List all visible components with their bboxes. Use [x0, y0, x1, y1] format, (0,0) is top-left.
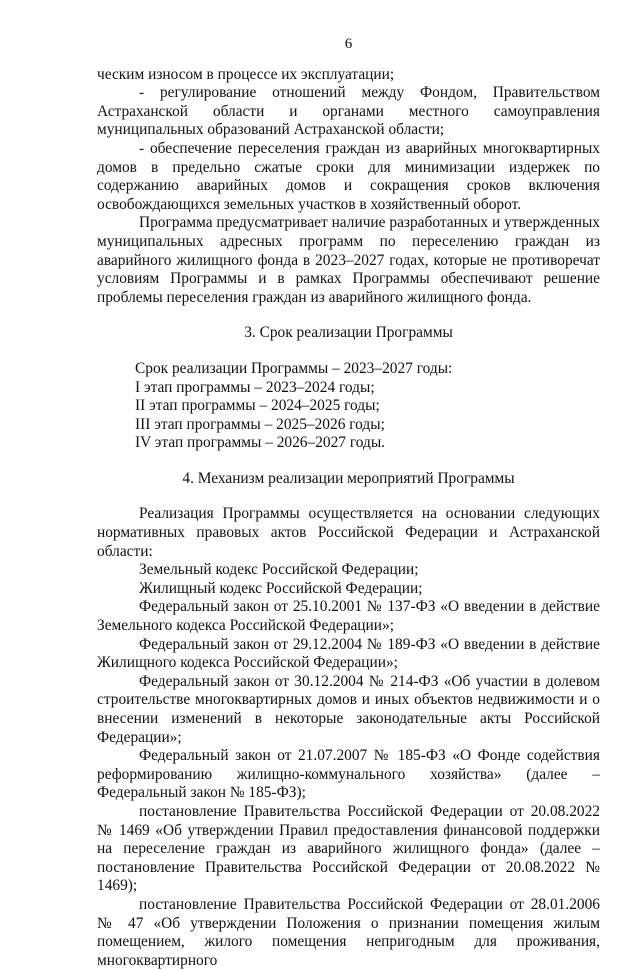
document-page — [97, 35, 600, 970]
paragraph: Федеральный закон от 30.12.2004 № 214-ФЗ «Об участии в долевом строительстве многоквартирных домов и иных объектов недвижимости и о внесении изменений в некоторые законодательные акты Российской Федерации»; — [97, 672, 600, 746]
paragraph: постановление Правительства Российской Федерации от 20.08.2022 № 1469 «Об утверждении Правил предоставления финансовой поддержки на переселение граждан из аварийного жилищного фонда» (далее – постановление Правительства Российской Федерации от 20.08.2022 № 1469); — [97, 802, 600, 895]
paragraph: Жилищный кодекс Российской Федерации; — [139, 579, 423, 597]
section-heading: 3. Срок реализации Программы — [244, 324, 453, 342]
term-line: III этап программы – 2025–2026 годы; — [135, 415, 385, 433]
paragraph: Земельный кодекс Российской Федерации; — [139, 561, 419, 579]
paragraph: - обеспечение переселения граждан из аварийных многоквартирных домов в предельно сжатые сроки для минимизации издержек по содержанию аварийных домов и сокращения сроков включения освобождающихся земельных участков в хозяйственный оборот. — [97, 139, 600, 213]
term-line: II этап программы – 2024–2025 годы; — [135, 397, 380, 415]
term-line: I этап программы – 2023–2024 годы; — [135, 378, 375, 396]
paragraph: постановление Правительства Российской Федерации от 28.01.2006 № 47 «Об утверждении Положения о признании помещения жилым помещением, жилого помещения непригодным для проживания, многоквартирного — [97, 895, 600, 969]
section-heading: 4. Механизм реализации мероприятий Программы — [182, 469, 515, 487]
term-line: Срок реализации Программы – 2023–2027 годы: — [135, 359, 453, 377]
paragraph: Программа предусматривает наличие разработанных и утвержденных муниципальных адресных программ по переселению граждан из аварийного жилищного фонда в 2023–2027 годах, которые не противоречат условиям Программы и в рамках Программы обеспечивают решение проблемы переселения граждан из аварийного жилищного фонда. — [97, 214, 600, 306]
paragraph: Федеральный закон от 29.12.2004 № 189-ФЗ «О введении в действие Жилищного кодекса Российской Федерации»; — [97, 635, 600, 672]
paragraph: - регулирование отношений между Фондом, Правительством Астраханской области и органами местного самоуправления муниципальных образований Астраханской области; — [97, 84, 600, 139]
terms-list — [135, 360, 600, 453]
paragraph: ческим износом в процессе их эксплуатации; — [97, 65, 395, 83]
page-number: 6 — [344, 36, 353, 52]
term-line: IV этап программы – 2026–2027 годы. — [135, 434, 386, 452]
paragraph: Реализация Программы осуществляется на основании следующих нормативных правовых актов Российской Федерации и Астраханской области: — [97, 505, 600, 560]
paragraph: Федеральный закон от 25.10.2001 № 137-ФЗ «О введении в действие Земельного кодекса Российской Федерации»; — [97, 598, 600, 635]
paragraph: Федеральный закон от 21.07.2007 № 185-ФЗ «О Фонде содействия реформированию жилищно-коммунального хозяйства» (далее – Федеральный закон № 185-ФЗ); — [97, 747, 600, 802]
